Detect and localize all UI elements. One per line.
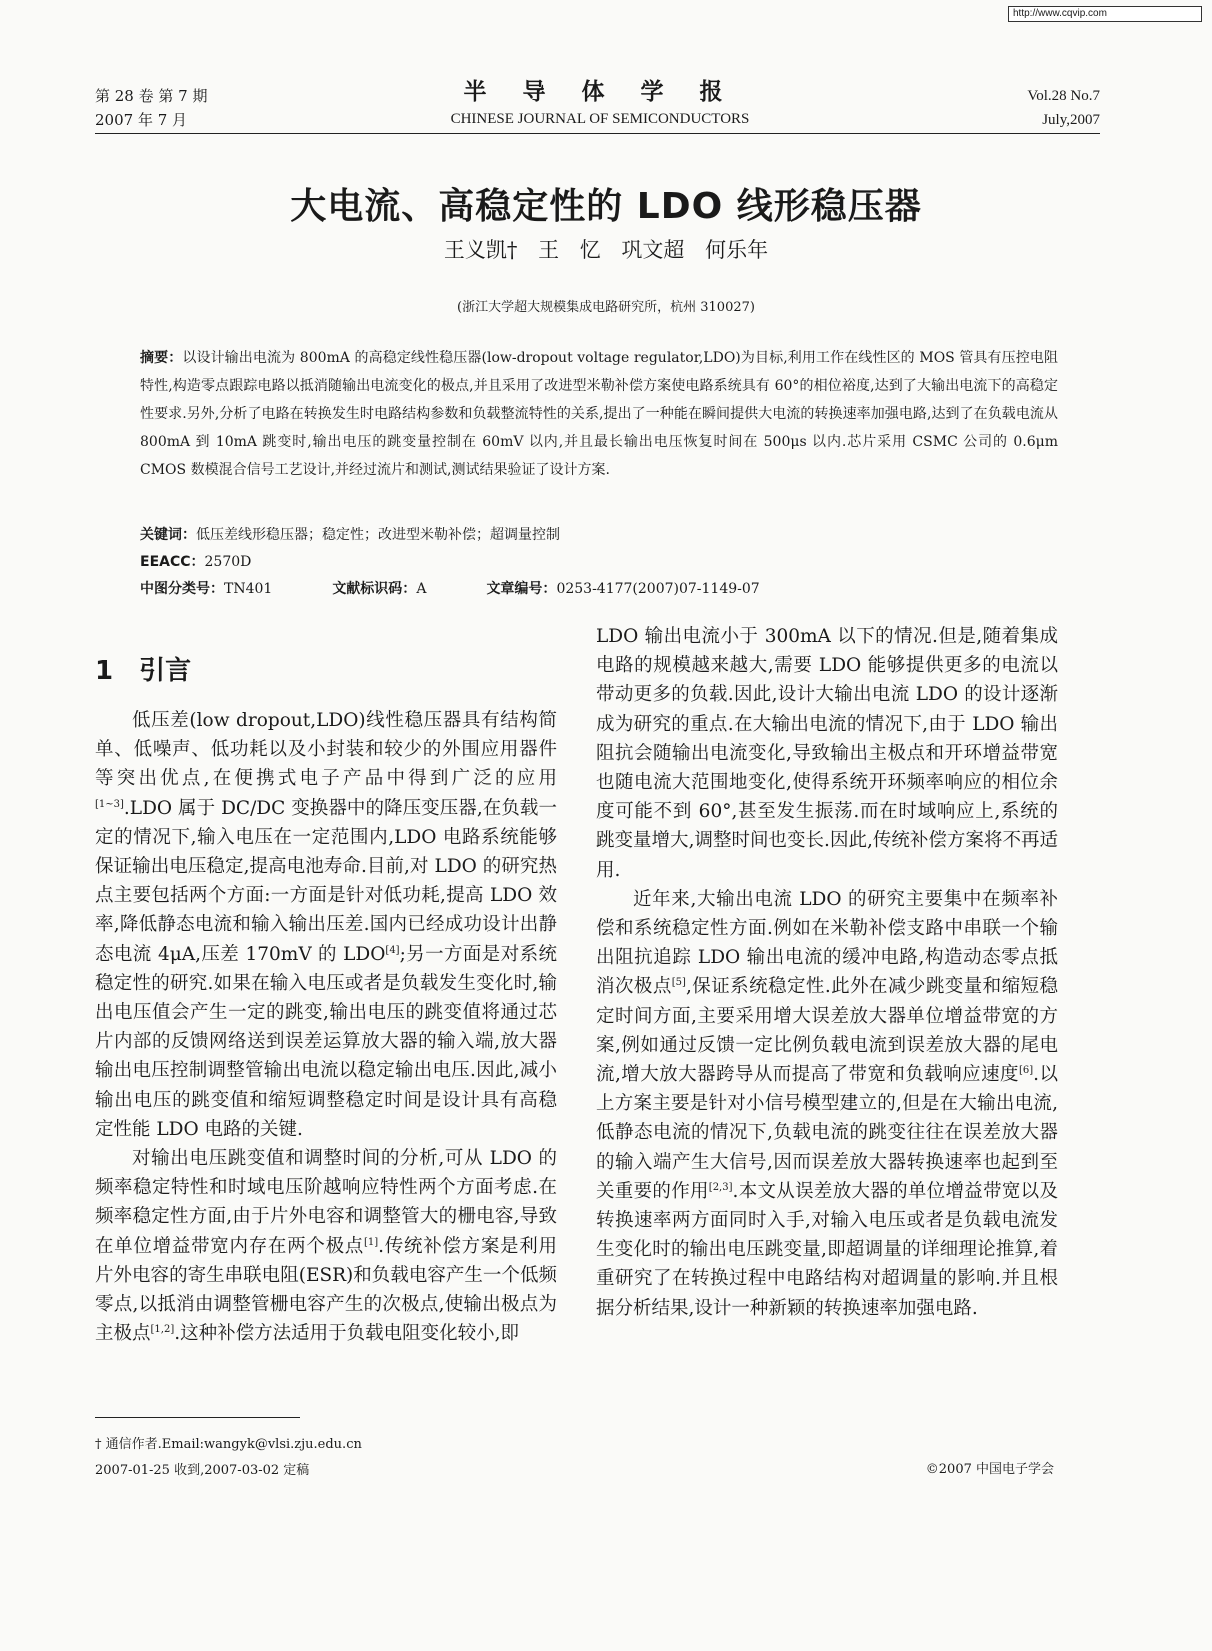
- right-column: [596, 622, 1058, 1323]
- footnote-divider: [95, 1417, 300, 1418]
- article-number-label: 文章编号：: [486, 581, 557, 597]
- text-run: 对输出电压跳变值和调整时间的分析,可从 LDO 的频率稳定特性和时域电压阶越响应特性两个方面考虑.在频率稳定性方面,由于片外电容和调整管大的栅电容,导致在单位增益带宽内存在两个极点: [95, 1148, 557, 1257]
- text-run: 近年来,大输出电流 LDO 的研究主要集中在频率补偿和系统稳定性方面.例如在米勒补偿支路中串联一个输出阻抗追踪 LDO 输出电流的缓冲电路,构造动态零点抵消次极点: [596, 888, 1058, 998]
- received-dates: 2007-01-25 收到,2007-03-02 定稿: [95, 1463, 310, 1478]
- date-cn: 2007 年 7 月: [95, 111, 188, 129]
- journal-name-en: CHINESE JOURNAL OF SEMICONDUCTORS: [450, 111, 750, 127]
- author-list: 王义凯† 王 忆 巩文超 何乐年: [443, 238, 769, 262]
- citation: [1~3]: [95, 798, 124, 810]
- section-number: 1: [95, 656, 114, 686]
- paragraph: [95, 706, 557, 1144]
- paragraph: LDO 输出电流小于 300mA 以下的情况.但是,随着集成电路的规模越来越大,需要 LDO 能够提供更多的电流以带动更多的负载.因此,设计大输出电流 LDO 的设计逐渐成为研究的重点.在大输出电流的情况下,由于 LDO 输出阻抗会随输出电流变化,导致输出主极点和开环增益带宽也随电流大范围地变化,使得系统开环频率响应的相位余度可能不到 60°,甚至发生振荡.而在时域响应上,系统的跳变量增大,调整时间也变长.因此,传统补偿方案将不再适用.: [596, 626, 1058, 881]
- journal-header: [380, 76, 820, 130]
- corresponding-author: † 通信作者.Email:wangyk@vlsi.zju.edu.cn: [95, 1437, 362, 1452]
- clc-value: TN401: [224, 581, 273, 597]
- left-column: [95, 706, 557, 1348]
- abstract: [140, 344, 1058, 484]
- volume-issue-cn: 第 28 卷 第 7 期: [95, 87, 208, 105]
- paper-title: 大电流、高稳定性的 LDO 线形稳压器: [290, 186, 922, 227]
- citation: [2,3]: [708, 1181, 733, 1193]
- article-number-value: 0253-4177(2007)07-1149-07: [556, 581, 760, 597]
- clc-label: 中图分类号：: [140, 581, 224, 597]
- text-run: 低压差(low dropout,LDO)线性稳压器具有结构简单、低噪声、低功耗以及小封装和较少的外围应用器件等突出优点,在便携式电子产品中得到广泛的应用: [95, 710, 557, 790]
- journal-name-cn: 半 导 体 学 报: [463, 79, 737, 105]
- volume-issue-en: Vol.28 No.7: [1027, 88, 1100, 104]
- citation: [4]: [385, 944, 400, 956]
- copyright-notice: ©2007 中国电子学会: [925, 1462, 1054, 1477]
- header-left: [95, 84, 207, 132]
- keywords-text: 低压差线形稳压器；稳定性；改进型米勒补偿；超调量控制: [196, 527, 560, 543]
- eeacc-label: EEACC：: [140, 554, 205, 570]
- source-url-stamp: http://www.cqvip.com: [1008, 6, 1202, 22]
- date-en: July,2007: [1042, 112, 1100, 128]
- eeacc-row: [140, 549, 1058, 576]
- keywords-block: [140, 522, 1058, 603]
- classification-row: [140, 576, 1058, 603]
- paragraph: [596, 885, 1058, 1323]
- abstract-text: 以设计输出电流为 800mA 的高稳定线性稳压器(low-dropout voltage regulator,LDO)为目标,利用工作在线性区的 MOS 管具有压控电阻特性,构造零点跟踪电路以抵消随输出电流变化的极点,并且采用了改进型米勒补偿方案使电路系统具有 60°的相位裕度,达到了大输出电流下的高稳定性要求.另外,分析了电路在转换发生时电路结构参数和负载整流特性的关系,提出了一种能在瞬间提供大电流的转换速率加强电路,达到了在负载电流从 800mA 到 10mA 跳变时,输出电压的跳变量控制在 60mV 以内,并且最长输出电压恢复时间在 500μs 以内.芯片采用 CSMC 公司的 0.6μm CMOS 数模混合信号工艺设计,并经过流片和测试,测试结果验证了设计方案.: [140, 350, 1059, 478]
- abstract-label: 摘要：: [140, 350, 183, 366]
- citation: [1]: [364, 1236, 379, 1248]
- citation: [5]: [671, 977, 686, 989]
- affiliation: (浙江大学超大规模集成电路研究所，杭州 310027): [457, 300, 755, 315]
- header-divider: [95, 133, 1100, 134]
- footnote: [95, 1432, 362, 1484]
- text-run: .本文从误差放大器的单位增益带宽以及转换速率两方面同时入手,对输入电压或者是负载电流发生变化时的输出电压跳变量,即超调量的详细理论推算,着重研究了在转换过程中电路结构对超调量的影响.并且根据分析结果,设计一种新颖的转换速率加强电路.: [596, 1180, 1058, 1319]
- doc-code-value: A: [416, 581, 427, 597]
- section-title: 引言: [139, 656, 192, 686]
- text-run: ,保证系统稳定性.此外在减少跳变量和缩短稳定时间方面,主要采用增大误差放大器单位增益带宽的方案,例如通过反馈一定比例负载电流到误差放大器的尾电流,增大放大器跨导从而提高了带宽和负载响应速度: [596, 976, 1058, 1086]
- keywords-row: [140, 522, 1058, 549]
- doc-code-label: 文献标识码：: [332, 581, 417, 597]
- eeacc-value: 2570D: [204, 554, 252, 570]
- citation: [6]: [1019, 1064, 1034, 1076]
- text-run: .以上方案主要是针对小信号模型建立的,但是在大输出电流,低静态电流的情况下,负载电流的跳变往往在误差放大器的输入端产生大信号,因而误差放大器转换速率也起到至关重要的作用: [596, 1064, 1058, 1202]
- text-run: .传统补偿方案是利用片外电容的寄生串联电阻(ESR)和负载电容产生一个低频零点,以抵消由调整管栅电容产生的次极点,使输出极点为主极点: [95, 1235, 557, 1345]
- section-heading-intro: [95, 650, 191, 687]
- text-run: ;另一方面是对系统稳定性的研究.如果在输入电压或者是负载发生变化时,输出电压值会产生一定的跳变,输出电压的跳变值将通过芯片内部的反馈网络送到误差运算放大器的输入端,放大器输出电压控制调整管输出电流以稳定输出电压.因此,减小输出电压的跳变值和缩短调整稳定时间是设计具有高稳定性能 LDO 电路的关键.: [95, 943, 557, 1140]
- keywords-label: 关键词：: [140, 527, 196, 543]
- paragraph: [95, 1144, 557, 1348]
- text-run: .LDO 属于 DC/DC 变换器中的降压变压器,在负载一定的情况下,输入电压在一定范围内,LDO 电路系统能够保证输出电压稳定,提高电池寿命.目前,对 LDO 的研究热点主要包括两个方面:一方面是针对低功耗,提高 LDO 效率,降低静态电流和输入输出压差.国内已经成功设计出静态电流 4μA,压差 170mV 的 LDO: [95, 797, 557, 965]
- header-right: [1027, 84, 1100, 132]
- text-run: .这种补偿方法适用于负载电阻变化较小,即: [174, 1323, 519, 1345]
- citation: [1,2]: [150, 1324, 175, 1336]
